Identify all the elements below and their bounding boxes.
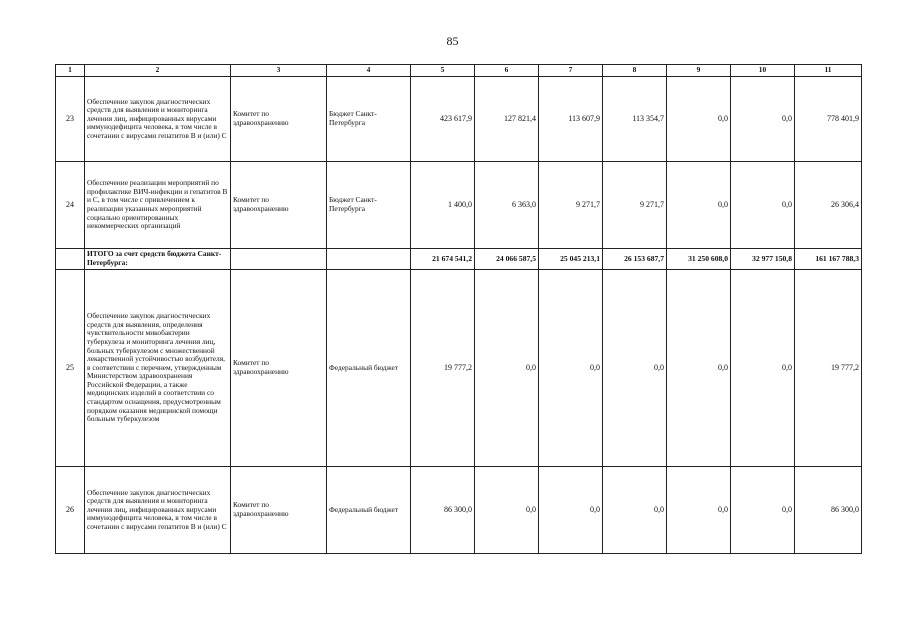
column-number: 10 [731,65,795,77]
amount-cell: 9 271,7 [603,162,667,249]
amount-cell: 113 354,7 [603,77,667,162]
amount-cell: 0,0 [667,270,731,467]
amount-cell: 6 363,0 [475,162,539,249]
empty-cell [231,249,327,270]
column-number: 7 [539,65,603,77]
row-number: 26 [56,467,85,554]
subtotal-row [56,249,862,270]
amount-cell: 0,0 [731,162,795,249]
subtotal-amount: 24 066 587,5 [475,249,539,270]
row-number: 24 [56,162,85,249]
amount-cell: 0,0 [603,270,667,467]
amount-cell: 0,0 [667,77,731,162]
table-row [56,467,862,554]
column-number: 2 [85,65,231,77]
budget-table [55,64,862,554]
page-number: 85 [446,34,459,48]
column-number: 4 [327,65,411,77]
subtotal-amount: 21 674 541,2 [411,249,475,270]
activity-name: Обеспечение реализации мероприятий по профилактике ВИЧ-инфекции и гепатитов B и C, в том числе с привлечением к реализации указанных мероприятий социально ориентированных некоммерческих организаций [85,162,231,249]
amount-cell: 0,0 [475,270,539,467]
funding-source-cell: Федеральный бюджет [327,270,411,467]
subtotal-label: ИТОГО за счет средств бюджета Санкт-Петербурга: [85,249,231,270]
activity-name: Обеспечение закупок диагностических средств для выявления, определения чувствительности микобактерии туберкулеза и мониторинга лечения лиц, больных туберкулезом с множественной лекарственной устойчивостью возбудителя, в соответствии с перечнем, утвержденным Министерством здравоохранения Российской Федерации, а также медицинских изделий в соответствии со стандартом оснащения, предусмотренным порядком оказания медицинской помощи больным туберкулезом [85,270,231,467]
amount-cell: 0,0 [731,270,795,467]
amount-cell: 0,0 [731,77,795,162]
executor-cell: Комитет по здравоохранению [231,270,327,467]
row-number: 25 [56,270,85,467]
executor-cell: Комитет по здравоохранению [231,162,327,249]
amount-cell: 19 777,2 [411,270,475,467]
subtotal-grand-amount: 161 167 788,3 [795,249,862,270]
amount-cell: 113 607,9 [539,77,603,162]
amount-cell: 0,0 [475,467,539,554]
funding-source-cell: Федеральный бюджет [327,467,411,554]
amount-cell: 0,0 [667,162,731,249]
column-number-row [56,65,862,77]
empty-cell [327,249,411,270]
amount-cell: 0,0 [539,270,603,467]
amount-cell: 1 400,0 [411,162,475,249]
total-amount-cell: 19 777,2 [795,270,862,467]
column-number: 8 [603,65,667,77]
amount-cell: 9 271,7 [539,162,603,249]
amount-cell: 0,0 [731,467,795,554]
column-number: 9 [667,65,731,77]
executor-cell: Комитет по здравоохранению [231,77,327,162]
subtotal-amount: 25 045 213,1 [539,249,603,270]
subtotal-amount: 31 250 608,0 [667,249,731,270]
funding-source-cell: Бюджет Санкт-Петербурга [327,77,411,162]
activity-name: Обеспечение закупок диагностических средств для выявления и мониторинга лечения лиц, инфицированных вирусами иммунодефицита человека, в том числе в сочетании с вирусами гепатитов B и (или) C [85,467,231,554]
funding-source-cell: Бюджет Санкт-Петербурга [327,162,411,249]
total-amount-cell: 26 306,4 [795,162,862,249]
total-amount-cell: 778 401,9 [795,77,862,162]
empty-cell [56,249,85,270]
amount-cell: 423 617,9 [411,77,475,162]
activity-name: Обеспечение закупок диагностических средств для выявления и мониторинга лечения лиц, инфицированных вирусами иммунодефицита человека, в том числе в сочетании с вирусами гепатитов B и (или) C [85,77,231,162]
column-number: 5 [411,65,475,77]
column-number: 3 [231,65,327,77]
column-number: 1 [56,65,85,77]
amount-cell: 127 821,4 [475,77,539,162]
table-row [56,270,862,467]
amount-cell: 0,0 [667,467,731,554]
column-number: 6 [475,65,539,77]
executor-cell: Комитет по здравоохранению [231,467,327,554]
amount-cell: 0,0 [539,467,603,554]
subtotal-amount: 26 153 687,7 [603,249,667,270]
row-number: 23 [56,77,85,162]
table-row [56,162,862,249]
amount-cell: 0,0 [603,467,667,554]
amount-cell: 86 300,0 [411,467,475,554]
total-amount-cell: 86 300,0 [795,467,862,554]
column-number: 11 [795,65,862,77]
table-row [56,77,862,162]
subtotal-amount: 32 977 150,8 [731,249,795,270]
